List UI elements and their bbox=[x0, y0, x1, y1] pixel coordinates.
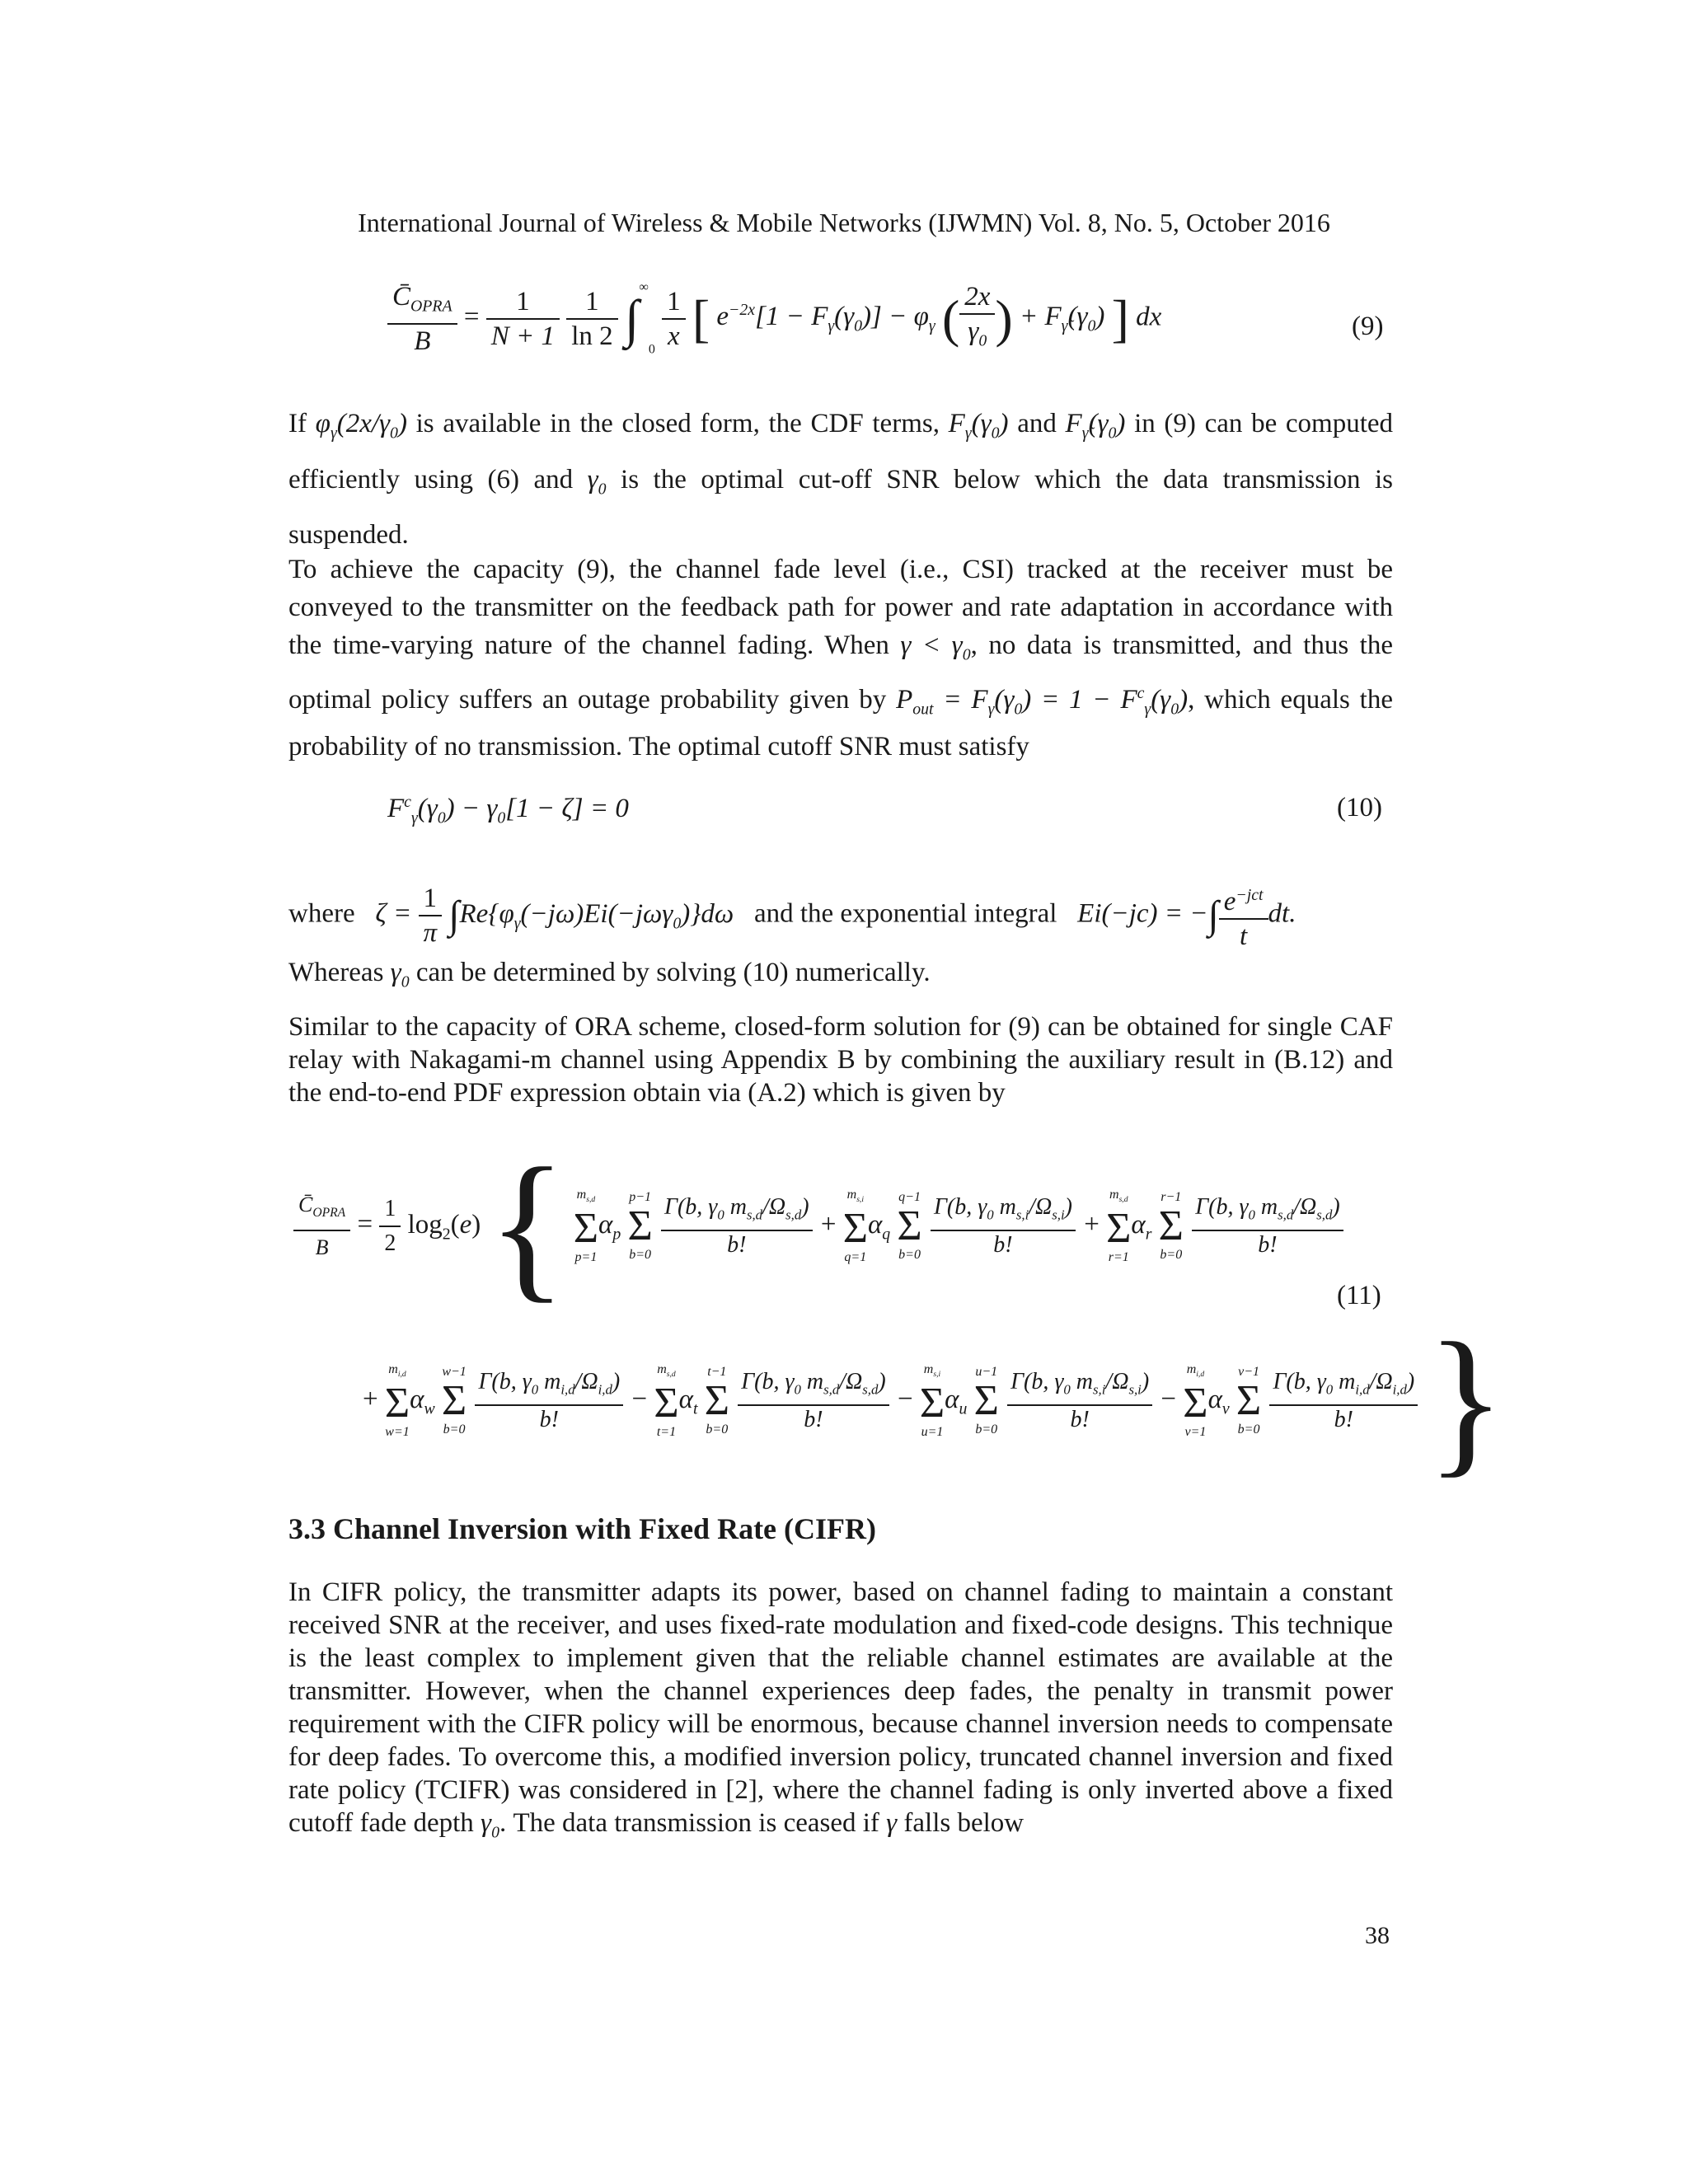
equation-11-line-1: $\frac{C̄_{OPRA}}{B}$ = $\frac{1}{2}$ $\log_2(e)$ { $m_{s,d}$ Σ p=1 $\alpha_p$ p−1 Σ b=0 $\frac{\Gamma(b, \gamma_0 m_{s,d}/\Omega_{s,d})}{b!}$ + $m_{s,i}$ Σ q=1 $\alpha_q$ q−1 Σ b=0 $\frac{\Gamma(b, \gamma_0 m_{s,i}/\Omega_{s,i})}{b!}$ + $m_{s,d}$ Σ r=1 $\alpha_r$ r−1 Σ b=0 $\frac{\Gamma(b, \gamma_0 m_{s,d}/\Omega_{s,d})}{b!}$ bbox=[293, 1144, 1345, 1309]
paragraph-4: Similar to the capacity of ORA scheme, closed-form solution for (9) can be obtained for single CAF relay with Nakagami-m channel using Appendix B by combining the auxiliary result in (B.12) and the end-to-end PDF expression obtain via (A.2) which is given by bbox=[288, 1012, 1393, 1108]
running-header: International Journal of Wireless & Mobile Networks (IJWMN) Vol. 8, No. 5, October 2016 bbox=[358, 208, 1330, 237]
paragraph-5: In CIFR policy, the transmitter adapts its power, based on channel fading to maintain a constant received SNR at the receiver, and uses fixed-rate modulation and fixed-code designs. This technique is the least complex to implement given that the reliable channel estimates are available at the transmitter. However, when the channel experiences deep fades, the penalty in transmit power requirement with the CIFR policy will be enormous, because channel inversion needs to compensate for deep fades. To overcome this, a modified inversion policy, truncated channel inversion and fixed rate policy (TCIFR) was considered in [2], where the channel fading is only inverted above a fixed cutoff fade depth $\gamma_0$. The data transmission is ceased if γ falls below bbox=[288, 1577, 1393, 1842]
equation-10: $F^c_\gamma(\gamma_0) - \gamma_0[1 - \zeta] = 0$ bbox=[387, 793, 629, 827]
equation-9-number: (9) bbox=[1352, 312, 1384, 341]
equation-11-number: (11) bbox=[1337, 1281, 1381, 1310]
equation-10-number: (10) bbox=[1337, 793, 1382, 823]
equation-11-line-2: + $m_{i,d}$ Σ w=1 $\alpha_w$ w−1 Σ b=0 $\frac{\Gamma(b, \gamma_0 m_{i,d}/\Omega_{i,d})}{b!}$ − $m_{s,d}$ Σ t=1 $\alpha_t$ t−1 Σ b=0 $\frac{\Gamma(b, \gamma_0 m_{s,d}/\Omega_{s,d})}{b!}$ − $m_{s,i}$ Σ u=1 $\alpha_u$ u−1 Σ b=0 $\frac{\Gamma(b, \gamma_0 m_{s,i}/\Omega_{s,i})}{b!}$ − $m_{i,d}$ Σ v=1 $\alpha_v$ v−1 Σ b=0 $\frac{\Gamma(b, \gamma_0 m_{i,d}/\Omega_{i,d})}{b!}$ } bbox=[363, 1310, 1506, 1492]
paragraph-2: To achieve the capacity (9), the channel fade level (i.e., CSI) tracked at the receiver must be conveyed to the transmitter on the feedback path for power and rate adaptation in accordance with the time-varying nature of the channel fading. When $\gamma < \gamma_0$, no data is transmitted, and thus the optimal policy suffers an outage probability given by $P_{out} = F_\gamma(\gamma_0) = 1 - F^c_\gamma(\gamma_0)$, which equals the probability of no transmission. The optimal cutoff SNR must satisfy bbox=[288, 555, 1393, 762]
page-number: 38 bbox=[1365, 1922, 1390, 1949]
section-heading: 3.3 Channel Inversion with Fixed Rate (CIFR) bbox=[288, 1512, 877, 1545]
paragraph-1: If $\varphi_\gamma(2x/\gamma_0)$ is available in the closed form, the CDF terms, $F_\gamma(\gamma_0)$ and $F_{\gammã}(\gamma_0)$ in (9) can be computed efficiently using (6) and $\gamma_0$ is the optimal cut-off SNR below which the data transmission is suspended. bbox=[288, 409, 1394, 551]
paragraph-3: where ζ = $\frac{1}{\pi}$ $\int Re\{\varphi_\gamma(-j\omega)Ei(-j\omega\gamma_0)\}d\omega$ and the exponential integral Ei(−jc) = −∫ $\frac{e^{-jct}}{t}$ dt. Whereas $\gamma_0$ can be determined by solving (10) numerically. bbox=[288, 879, 1393, 1002]
equation-9: $\frac{C̄_{OPRA}}{B}$ = $\frac{1}{N + 1}$ $\frac{1}{\ln 2}$ ∫∞0 $\frac{1}{x}$ [ $e^{-2x}[1 - F_\gamma(\gamma_0)] - \varphi_\gamma$ ( $\frac{2x}{\gamma_0}$ ) + $F_{\gammã}(\gamma_0)$ ] dx bbox=[387, 280, 1161, 358]
